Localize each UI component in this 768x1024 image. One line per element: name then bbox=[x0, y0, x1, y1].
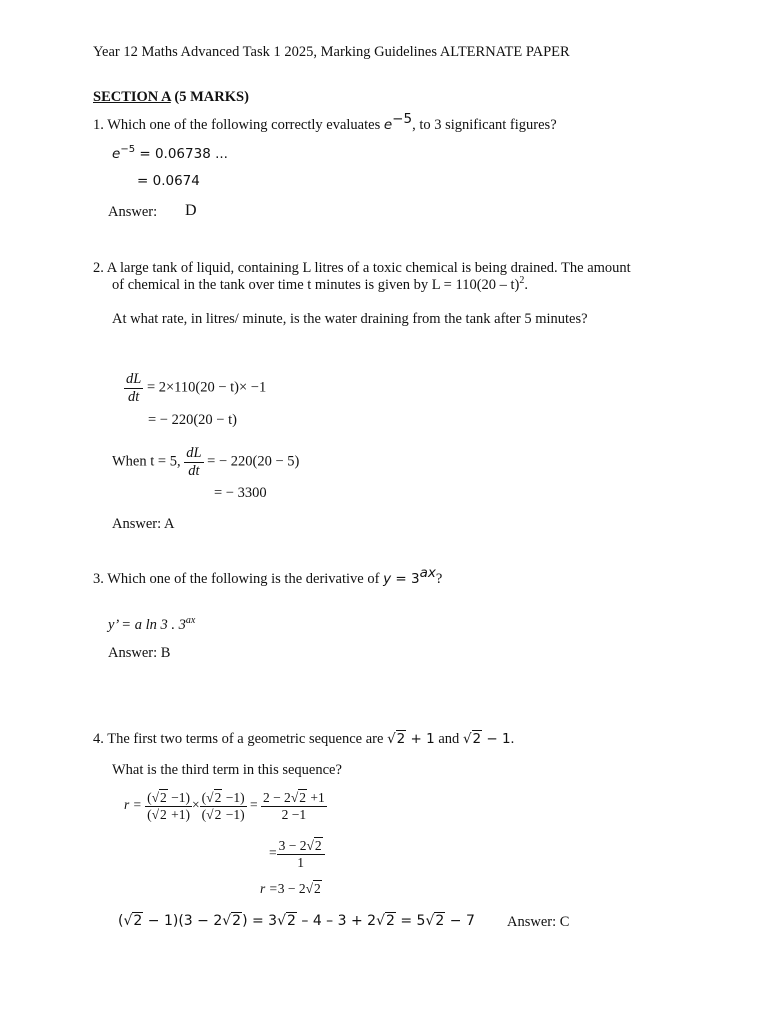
question-2-working-line-2: = − 220(20 − t) bbox=[148, 412, 237, 428]
derivative-fraction: $\frac{dL}{dt}$ bbox=[126, 371, 142, 405]
question-2-line-1: 2. A large tank of liquid, containing L litres of a toxic chemical is being drained. The amount bbox=[93, 260, 631, 276]
question-1-working-line-2: = 0.0674 bbox=[137, 173, 200, 189]
question-2-working-line-4: = − 3300 bbox=[214, 485, 267, 501]
question-3-working: y’ = a ln 3 . $3^{ax}$ bbox=[108, 615, 196, 633]
question-2-working-line-3: When t = 5, $\frac{dL}{dt}$ = − 220(20 − 5) bbox=[112, 445, 300, 479]
question-4-third-term-working: (√2 − 1)(3 − 2√2) = 3√2 – 4 – 3 + 2√2 = 5√2 − 7 bbox=[118, 913, 475, 929]
question-1-text: 1. Which one of the following correctly evaluates $e^{-5}$, to 3 significant figures? bbox=[93, 111, 557, 133]
question-4-working-line-2: = $\frac{3 - 2√2}{1}$ bbox=[269, 838, 325, 870]
ratio-fraction-2: $\frac{(√2 -1)}{(√2 -1)}$ bbox=[201, 790, 245, 822]
ratio-fraction-1: $\frac{(√2 -1)}{(√2 +1)}$ bbox=[147, 790, 191, 822]
question-2-line-2: of chemical in the tank over time t minutes is given by L = 110(20 – t)$^2$. bbox=[112, 275, 529, 293]
question-4-working-line-3: r =3 − 2√2 bbox=[260, 881, 321, 896]
ratio-fraction-4: $\frac{3 - 2√2}{1}$ bbox=[277, 838, 325, 870]
question-1-working-line-1: $e^{-5} = 0.06738$ ... bbox=[112, 144, 228, 162]
question-4-text: 4. The first two terms of a geometric sequence are √2 + 1 and √2 − 1. bbox=[93, 731, 515, 747]
question-1-answer-value: D bbox=[185, 202, 197, 219]
section-marks: (5 MARKS) bbox=[174, 89, 249, 105]
section-heading bbox=[93, 89, 249, 106]
question-1-answer-label: Answer: bbox=[108, 204, 158, 220]
question-3-text: 3. Which one of the following is the derivative of $y = 3^{ax}$? bbox=[93, 565, 443, 587]
question-3-answer: Answer: B bbox=[108, 645, 171, 661]
question-2-answer: Answer: A bbox=[112, 516, 175, 532]
question-4-working-line-1: r = $\frac{(√2 -1)}{(√2 +1)}$ × $\frac{(√2 -1)}{(√2 -1)}$ = $\frac{2 - 2√2 +1}{2 -1}$ bbox=[124, 790, 325, 822]
section-title: SECTION A bbox=[93, 89, 171, 105]
question-4-line-2: What is the third term in this sequence? bbox=[112, 762, 342, 778]
ratio-fraction-3: $\frac{2 - 2√2 +1}{2 -1}$ bbox=[262, 790, 325, 822]
question-2-working-line-1: $\frac{dL}{dt}$ = 2×110(20 − t)× −1 bbox=[126, 371, 267, 405]
document-header: Year 12 Maths Advanced Task 1 2025, Marking Guidelines ALTERNATE PAPER bbox=[93, 44, 570, 60]
derivative-fraction-2: $\frac{dL}{dt}$ bbox=[186, 445, 202, 479]
question-2-line-3: At what rate, in litres/ minute, is the water draining from the tank after 5 minutes? bbox=[112, 311, 588, 327]
question-4-answer: Answer: C bbox=[507, 914, 570, 930]
